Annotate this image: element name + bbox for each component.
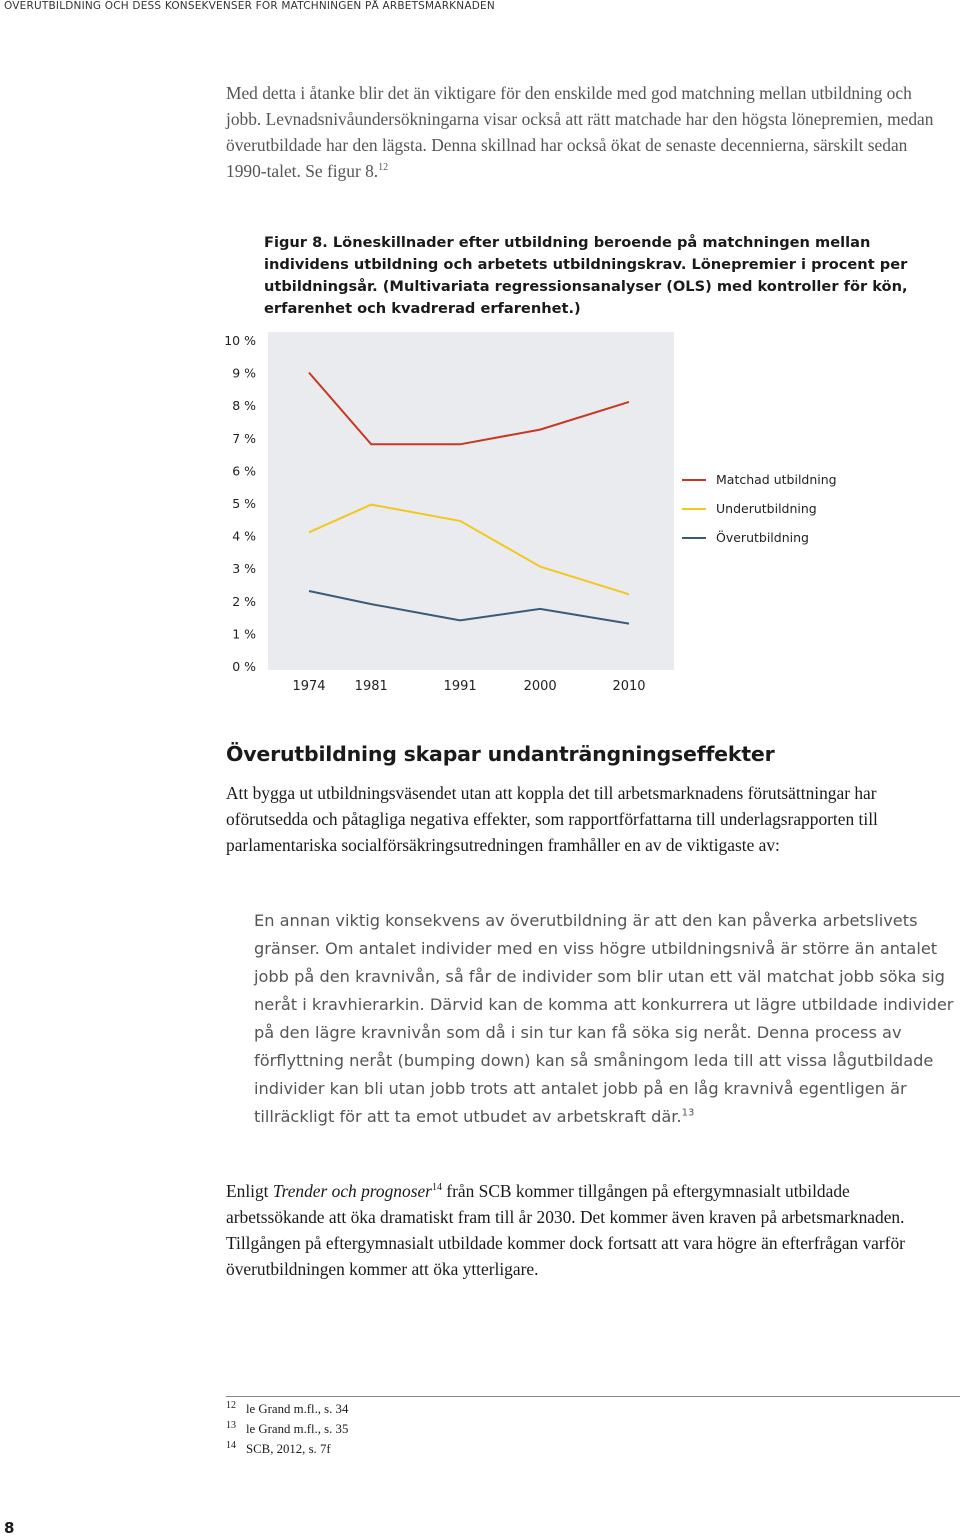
y-tick-label: 1 % [232,626,256,642]
y-tick-label: 10 % [224,333,256,348]
x-tick-label: 2000 [523,679,557,694]
y-tick-label: 5 % [232,496,256,511]
block-quote [254,907,954,1131]
x-tick-label: 1991 [443,679,477,694]
y-tick-label: 3 % [232,561,256,577]
intro-text: Med detta i åtanke blir det än viktigare för den enskilde med god matchning mellan utbildning och jobb. Levnadsnivåundersökningarna visar också att rätt matchade har den högsta lönepremien, medan överutbildade har den lägsta. Denna skillnad har också ökat de senaste decennierna, särskilt sedan 1990-talet. Se figur 8. [226,83,934,181]
report-title: Trender och prognoser [272,1181,432,1201]
x-axis-ticks [292,679,645,694]
footnote-text: le Grand m.fl., s. 35 [246,1422,349,1436]
footnote-ref-12[interactable]: 12 [378,162,389,174]
quote-text: En annan viktig konsekvens av överutbildning är att den kan påverka arbetslivets gränser. Om antalet individer med en viss högre utbildningsnivå är större än antalet jobb på den kravnivån, så får de individer som blir utan ett väl matchat jobb söka sig neråt i kravhierarkin. Därvid kan de komma att konkurrera ut lägre utbildade individer på den lägre kravnivån som då i sin tur kan få söka sig neråt. Denna process av förflyttning neråt (bumping down) kan så småningom leda till att vissa lågutbildade individer kan bli utan jobb trots att antalet jobb på en låg kravnivå egentligen är tillräckligt för att ta emot utbudet av arbetskraft där. [254,911,954,1126]
closing-text-after: från SCB kommer tillgången på eftergymnasialt utbildade arbetssökande att öka dramatiskt fram till år 2030. Det kommer även kraven på arbetsmarknaden. Tillgången på eftergymnasialt utbildade kommer dock fortsatt att vara högre än efterfrågan varför överutbildningen kommer att öka ytterligare. [226,1181,905,1279]
footnote-12 [226,1402,348,1417]
closing-paragraph [226,1178,948,1282]
running-header: ÖVERUTBILDNING OCH DESS KONSEKVENSER FÖR MATCHNINGEN PÅ ARBETSMARKNADEN [4,0,495,12]
y-tick-label: 6 % [232,463,256,479]
y-axis-ticks [224,333,256,674]
footnote-number: 12 [226,1400,236,1411]
section-paragraph: Att bygga ut utbildningsväsendet utan att koppla det till arbetsmarknadens förutsättningar har oförutsedda och påtagliga negativa effekter, som rapportförfattarna till underlagsrapporten till parlamentariska socialförsäkringsutredningen framhåller en av de viktigaste av: [226,783,878,855]
intro-paragraph [226,80,948,184]
closing-text-before: Enligt [226,1181,273,1201]
section-heading: Överutbildning skapar undanträngningseffekter [226,742,775,766]
x-tick-label: 2010 [612,679,646,694]
footnote-ref-13[interactable]: 13 [681,1107,695,1119]
x-tick-label: 1981 [354,679,388,694]
y-tick-label: 0 % [232,659,256,674]
legend-label: Underutbildning [716,501,817,516]
footnote-number: 14 [226,1440,236,1451]
legend-label: Överutbildning [716,530,809,545]
legend-label: Matchad utbildning [716,472,837,487]
y-tick-label: 9 % [232,365,256,381]
footnote-text: SCB, 2012, s. 7f [246,1442,331,1456]
x-tick-label: 1974 [292,679,326,694]
footnote-divider [226,1396,960,1397]
y-tick-label: 7 % [232,430,256,446]
legend [682,472,837,545]
figure-caption: Figur 8. Löneskillnader efter utbildning beroende på matchningen mellan individens utbildning och arbetets utbildningskrav. Lönepremier i procent per utbildningsår. (Multivariata regressionsanalyser (OLS) med kontroller för kön, erfarenhet och kvadrerad erfarenhet.) [264,234,908,317]
y-tick-label: 8 % [232,398,256,414]
footnote-14 [226,1442,331,1457]
page-number: 8 [4,1519,15,1537]
line-chart [0,320,960,700]
footnote-ref-14[interactable]: 14 [431,1182,442,1194]
footnote-number: 13 [226,1420,236,1431]
footnote-13 [226,1422,348,1437]
footnote-text: le Grand m.fl., s. 34 [246,1402,349,1416]
y-tick-label: 4 % [232,528,256,544]
y-tick-label: 2 % [232,593,256,609]
